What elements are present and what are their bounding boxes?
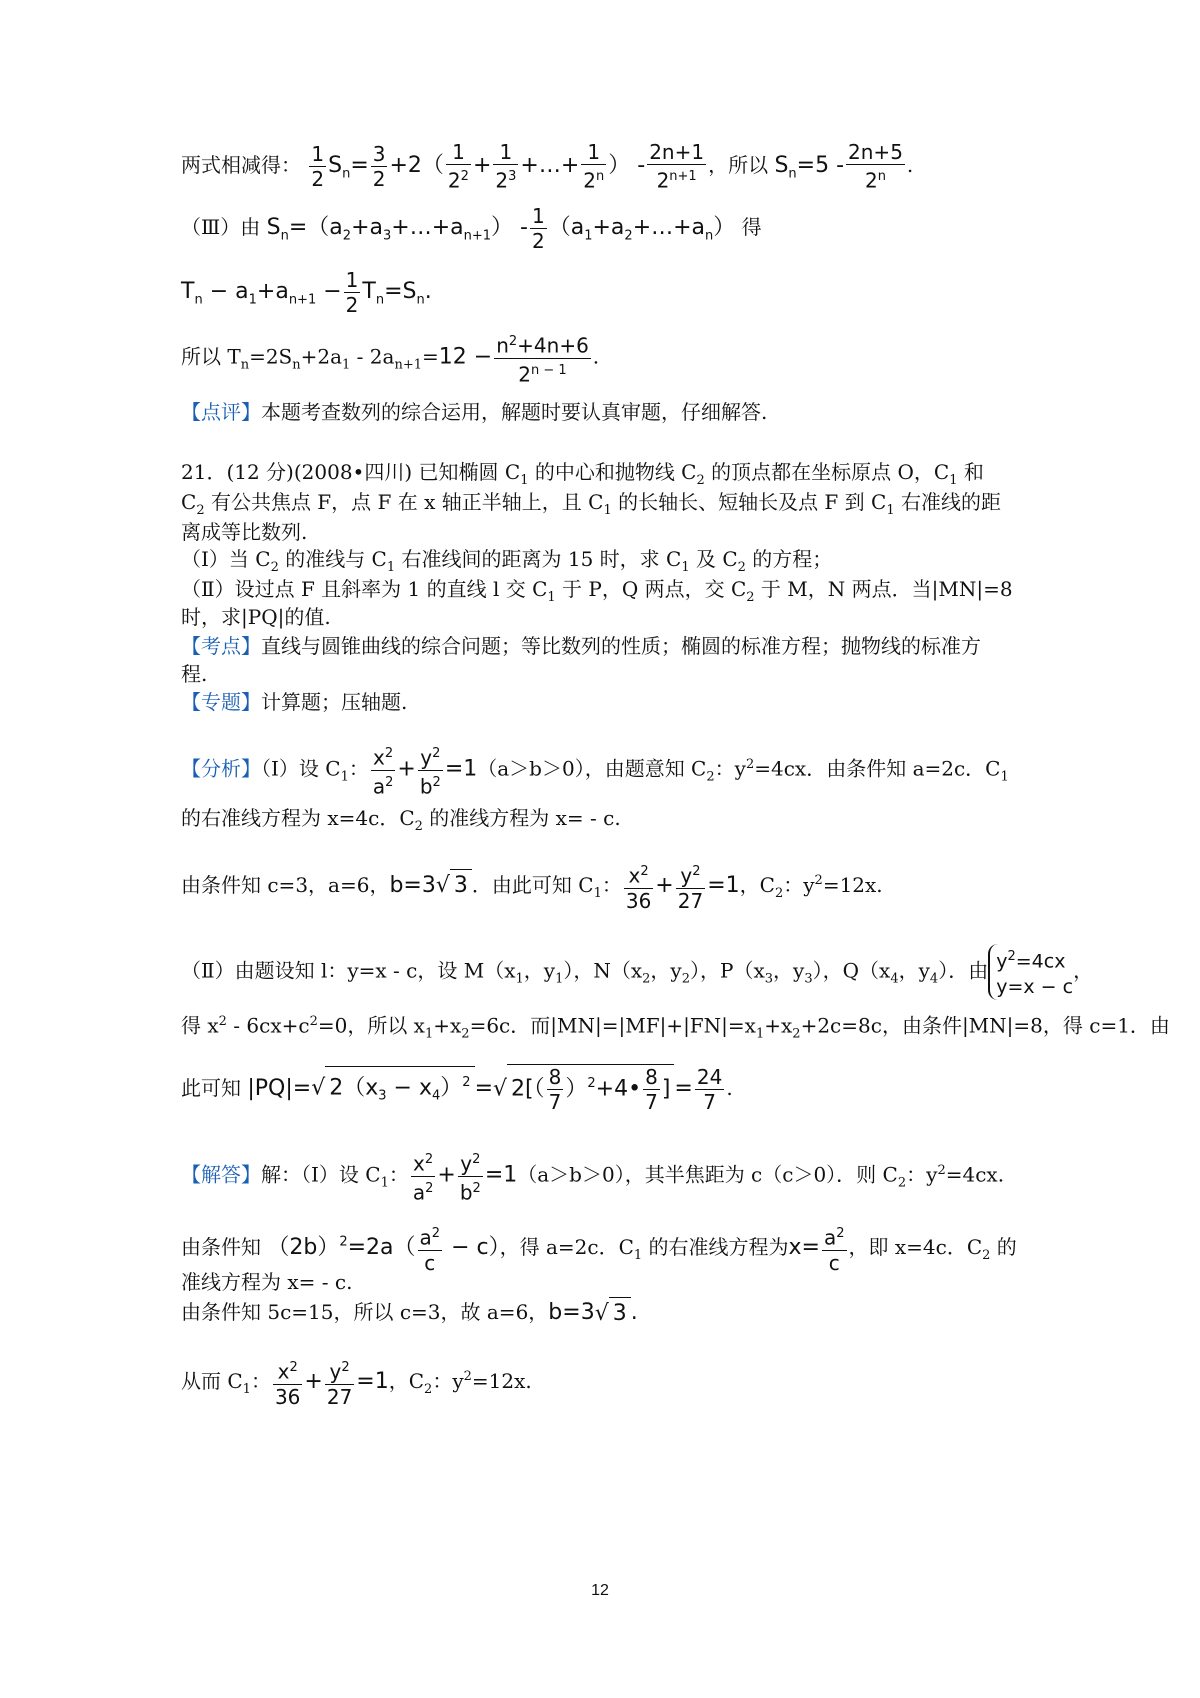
text: ：y <box>432 1368 464 1393</box>
text: ：y <box>906 1162 938 1187</box>
jieda-line1: 【解答】解：（Ⅰ）设 $C_1$： $\frac{x^2}{a^2}$ + $\frac{y^2}{b^2}$ =1（a＞b＞0），其半焦距为 c（c＞0）．则 $C_2$：$y^2=4cx$. <box>181 1148 1004 1204</box>
q21-line2: $C_2$ 有公共焦点 F，点 F 在 x 轴正半轴上，且 $C_1$ 的长轴长、短轴长及点 F 到 $C_1$ 右准线的距 <box>181 490 1001 518</box>
text: 两式相减得： <box>181 152 301 177</box>
text: = <box>422 344 439 369</box>
fraction: $\frac{2n+1}{2^{n+1}}$ <box>649 140 705 193</box>
text: =2S <box>249 344 293 369</box>
text: =4cx．由条件知 a=2c．C <box>754 756 1001 781</box>
fenxi-ii-line2: 得 $x^2 - 6cx+c^2=0$，所以 $x_1+x_2=6c$．而$|MN|=|MF|+|FN|=x_1+x_2+2c=8c$，由条件|MN|=8，得 c=1．由 <box>181 1013 1170 1042</box>
review-text: 本题考查数列的综合运用，解题时要认真审题，仔细解答. <box>261 400 768 424</box>
text: 21．(12 分)(2008•四川) 已知椭圆 C <box>181 460 521 484</box>
text: （Ⅰ）当 C <box>181 547 271 571</box>
fraction: $\frac{1}{2^3}$ <box>495 140 517 193</box>
text: ，所以 <box>708 152 769 177</box>
text: ，C <box>388 1368 425 1393</box>
text: 得 <box>741 215 762 239</box>
text: 及 C <box>689 547 738 571</box>
fraction: $\frac{x^2}{a^2}$ <box>371 742 396 798</box>
text: 由条件知 5c=15，所以 c=3，故 a=6， <box>181 1300 549 1324</box>
text: 于 P，Q 两点，交 C <box>555 577 747 601</box>
text: 程. <box>181 662 208 686</box>
text: 得 x <box>181 1013 219 1038</box>
text: =0，所以 x <box>317 1013 425 1038</box>
fraction: $\frac{1}{2^n}$ <box>583 140 605 193</box>
line-tn: $T_n - a_1+a_{n+1}$ − $\frac{1}{2}$ $T_n=S_n$. <box>181 268 432 317</box>
page-number: 12 <box>591 1582 609 1599</box>
kaodian-line <box>181 630 981 662</box>
text: 此可知 <box>181 1076 241 1100</box>
zhuanti-line <box>181 686 407 718</box>
text: =12x. <box>822 872 883 897</box>
text: （a＞b＞0），其半焦距为 c（c＞0）．则 C <box>517 1162 898 1187</box>
jieda-line4: 由条件知 5c=15，所以 c=3，故 a=6，b=3√ 3 . <box>181 1296 638 1330</box>
fenxi-line2: 的右准线方程为 x=4c．$C_2$ 的准线方程为 x= - c. <box>181 806 621 834</box>
fraction: $\frac{n^2+4n+6}{2^{n - 1}}$ <box>494 330 591 386</box>
text: （Ⅲ）由 <box>181 215 261 239</box>
fraction: $\frac{x^2}{36}$ <box>273 1356 302 1409</box>
text: 准线方程为 x= - c. <box>181 1270 353 1294</box>
text: 从而 C <box>181 1368 243 1393</box>
fraction: $\frac{1}{2}$ <box>311 141 325 191</box>
text: 的顶点都在坐标原点 O，C <box>704 460 950 484</box>
text: 时，求|PQ|的值. <box>181 605 331 629</box>
zhuanti-text: 计算题；压轴题. <box>261 690 408 714</box>
text: 的方程； <box>745 547 833 571</box>
q21-part2: （Ⅱ）设过点 F 且斜率为 1 的直线 l 交 $C_1$ 于 P，Q 两点，交 $C_2$ 于 M，N 两点．当|MN|=8 <box>181 577 1013 605</box>
text: ，C <box>739 872 775 897</box>
text: 离成等比数列. <box>181 520 308 544</box>
fraction: $\frac{a^2}{c}$ <box>822 1222 847 1275</box>
line-subtract: 两式相减得： $\frac{1}{2}$ $S_n=$ $\frac{3}{2}$ +2（ $\frac{1}{2^2}$ + $\frac{1}{2^3}$ +…+ $\frac{1}{2^n}$ ） - $\frac{2n+1}{2^{n+1}}$ ，所以 $S_n=5$ - $\frac{2n+5}{2^n}$ . <box>181 140 914 193</box>
text: +x <box>433 1013 462 1038</box>
fenxi-ii-line3: 此可知 |PQ|=√ $2(x_3 - x_4)^2$ =√ 2[（ $\frac{8}{7}$ ）$^2$+4• $\frac{8}{7}$ ] = $\frac{24}{7}$ . <box>181 1065 733 1114</box>
fraction: $\frac{1}{2}$ <box>531 204 545 253</box>
kaodian-label: 【考点】 <box>181 634 261 658</box>
text: S <box>774 152 789 178</box>
text: 的右准线方程为 x=4c．C <box>181 806 415 830</box>
fraction: $\frac{3}{2}$ <box>372 141 386 191</box>
text: （Ⅱ）设过点 F 且斜率为 1 的直线 l 交 C <box>181 577 548 601</box>
fenxi-line3: 由条件知 c=3，a=6，b=3√ 3 ．由此可知 $C_1$： $\frac{x^2}{36}$ + $\frac{y^2}{27}$ =1，$C_2$：$y^2=12x$. <box>181 860 883 913</box>
jieda-line2: 由条件知 $(2b)^2=2a$（ $\frac{a^2}{c}$ − c），得 a=2c．$C_1$ 的右准线方程为x= $\frac{a^2}{c}$ ，即 x=4c．$C_2$ 的 <box>181 1222 1017 1275</box>
fraction: $\frac{1}{2}$ <box>345 268 359 317</box>
text: =5 - <box>796 152 845 178</box>
jieda-line5: 从而 $C_1$： $\frac{x^2}{36}$ + $\frac{y^2}{27}$ =1，$C_2$：$y^2=12x$. <box>181 1356 532 1409</box>
fraction: $\frac{y^2}{27}$ <box>325 1356 354 1409</box>
fraction: $\frac{24}{7}$ <box>696 1065 723 1114</box>
line-part3: （Ⅲ）由 $S_n=(a_2+a_3+\dots+a_{n+1})$ - $\frac{1}{2}$ $(a_1+a_2+\dots+a_n)$ 得 <box>181 204 762 253</box>
q21-line1: 21．(12 分)(2008•四川) 已知椭圆 $C_1$ 的中心和抛物线 $C_2$ 的顶点都在坐标原点 O，$C_1$ 和 <box>181 460 984 488</box>
text: 的长轴长、短轴长及点 F 到 C <box>611 490 887 514</box>
fraction: $\frac{y^2}{b^2}$ <box>418 742 443 798</box>
review-label: 【点评】 <box>181 400 261 424</box>
text: ），N（x <box>563 958 643 983</box>
jieda-label: 【解答】 <box>181 1162 261 1187</box>
text: ：y <box>783 872 815 897</box>
text: +2c=8c，由条件|MN|=8，得 c=1．由 <box>800 1013 1170 1038</box>
jieda-line3 <box>181 1266 352 1298</box>
fenxi-ii-line1: （Ⅱ）由题设知 l：y=x - c，设 $M(x_1$，$y_1$），$N(x_2$，$y_2$），$P(x_3$，$y_3$），$Q(x_4$，$y_4$）．由 $y^2=4cx$ y=x − c ， <box>181 944 1093 1000</box>
line-result: 所以 $T_n=2S_n+2a_1 - 2a_{n+1}=12$ − $\frac{n^2+4n+6}{2^{n - 1}}$ . <box>181 330 599 386</box>
text: 和 <box>957 460 984 484</box>
text: =12x. <box>471 1368 532 1393</box>
text: ），Q（x <box>812 958 891 983</box>
fraction: $\frac{2n+5}{2^n}$ <box>848 140 903 193</box>
text: 的右准线方程为 <box>642 1234 789 1259</box>
zhuanti-label: 【专题】 <box>181 690 261 714</box>
text: 的准线与 C <box>278 547 387 571</box>
fenxi-line1: 【分析】（Ⅰ）设 $C_1$： $\frac{x^2}{a^2}$ + $\frac{y^2}{b^2}$ =1（a＞b＞0），由题意知 $C_2$：$y^2=4cx$．由条件知 a=2c．$C_1$ <box>181 742 1009 798</box>
text: ，得 a=2c．C <box>499 1234 634 1259</box>
text: 的 <box>990 1234 1017 1259</box>
q21-part2b <box>181 601 331 633</box>
review-line <box>181 396 767 428</box>
text: （a＞b＞0），由题意知 C <box>477 756 707 781</box>
text: （Ⅱ）由题设知 l：y=x - c，设 M（x <box>181 958 516 983</box>
text: ：y <box>714 756 746 781</box>
text: 的中心和抛物线 C <box>528 460 697 484</box>
text: ，y <box>523 958 556 983</box>
kaodian-text: 直线与圆锥曲线的综合问题；等比数列的性质；椭圆的标准方程；抛物线的标准方 <box>261 634 981 658</box>
text: 的准线方程为 x= - c. <box>422 806 621 830</box>
text: （Ⅰ）设 C <box>261 756 341 781</box>
text: 由条件知 c=3，a=6， <box>181 872 390 897</box>
text: 解：（Ⅰ）设 C <box>261 1162 381 1187</box>
text: +2a <box>300 344 343 369</box>
text: =4cx. <box>945 1162 1005 1187</box>
text: =6c．而|MN|=|MF|+|FN|=x <box>469 1013 756 1038</box>
fraction: $\frac{y^2}{b^2}$ <box>458 1148 483 1204</box>
q21-part1: （Ⅰ）当 $C_2$ 的准线与 $C_1$ 右准线间的距离为 15 时，求 $C_1$ 及 $C_2$ 的方程； <box>181 547 833 575</box>
text: - 6cx+c <box>226 1013 310 1038</box>
fraction: $\frac{1}{2^2}$ <box>447 140 469 193</box>
text: ，即 x=4c．C <box>848 1234 983 1259</box>
text: 所以 T <box>181 344 241 369</box>
text: 由条件知 <box>181 1234 261 1259</box>
text: 有公共焦点 F，点 F 在 x 轴正半轴上，且 C <box>204 490 604 514</box>
text: 于 M，N 两点．当|MN|=8 <box>754 577 1013 601</box>
text: - 2a <box>350 344 395 369</box>
text: 右准线的距 <box>894 490 1001 514</box>
fraction: $\frac{x^2}{36}$ <box>624 860 653 913</box>
text: C <box>181 490 197 514</box>
text: ），P（x <box>690 958 765 983</box>
text: 右准线间的距离为 15 时，求 C <box>395 547 682 571</box>
fraction: $\frac{a^2}{c}$ <box>418 1222 443 1275</box>
fraction: $\frac{y^2}{27}$ <box>676 860 705 913</box>
equation-system: $y^2=4cx$ y=x − c <box>988 944 1073 1000</box>
fraction: $\frac{x^2}{a^2}$ <box>411 1148 436 1204</box>
text: ．由此可知 C <box>471 872 594 897</box>
fenxi-label: 【分析】 <box>181 756 261 781</box>
text: ）．由 <box>938 958 989 983</box>
